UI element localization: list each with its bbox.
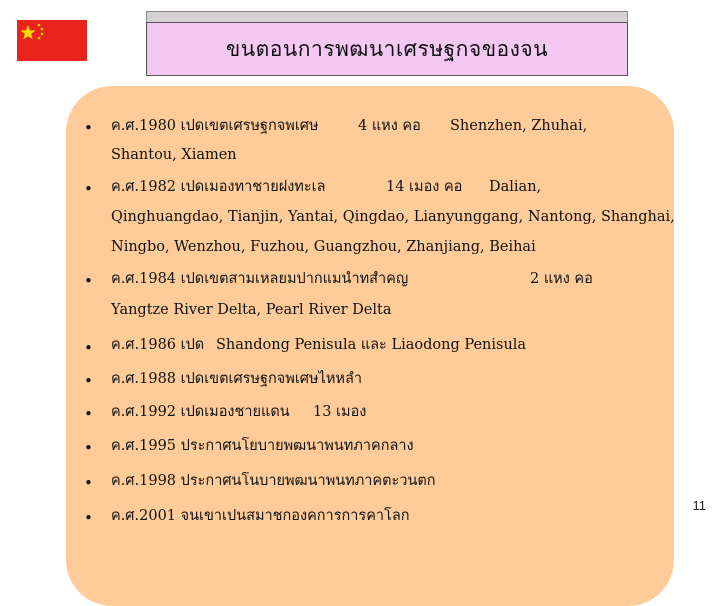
- item-7-line-1: ค.ศ.1995 ประกาศนโยบายพฒนาพนทภาคกลาง: [111, 438, 414, 454]
- bullet-icon: •: [84, 439, 93, 457]
- bullet-icon: •: [84, 405, 93, 423]
- item-3-line-1-text: ค.ศ.1984 เปดเขตสามเหลยมปากแมนำทสำคญ: [111, 271, 409, 287]
- item-3-line-2: Yangtze River Delta, Pearl River Delta: [111, 302, 392, 318]
- slide-title: ขนตอนการพฒนาเศรษฐกจของจน: [146, 22, 628, 76]
- bullet-icon: •: [84, 339, 93, 357]
- title-bar-strip: [146, 11, 628, 22]
- item-2-line-1-places: Dalian,: [489, 179, 542, 195]
- item-9-line-1: ค.ศ.2001 จนเขาเปนสมาชกองคการการคาโลก: [111, 508, 410, 524]
- bullet-icon: •: [84, 119, 93, 137]
- item-2-line-3: Ningbo, Wenzhou, Fuzhou, Guangzhou, Zhanjiang, Beihai: [111, 239, 536, 255]
- item-2-line-1-count: 14 เมอง คอ: [386, 179, 463, 195]
- item-6-line-1-text: ค.ศ.1992 เปดเมองชายแดน: [111, 404, 290, 420]
- item-2-line-1-text: ค.ศ.1982 เปดเมองทาชายฝงทะเล: [111, 179, 326, 195]
- item-1-line-1-count: 4 แหง คอ: [358, 118, 421, 134]
- item-3-line-1-count: 2 แหง คอ: [530, 271, 593, 287]
- item-2-line-2: Qinghuangdao, Tianjin, Yantai, Qingdao, Lianyunggang, Nantong, Shanghai,: [111, 209, 675, 225]
- bullet-icon: •: [84, 474, 93, 492]
- page-number: 11: [692, 498, 706, 513]
- bullet-icon: •: [84, 372, 93, 390]
- bullet-icon: •: [84, 509, 93, 527]
- china-flag-icon: [17, 20, 87, 61]
- item-1-line-1-places: Shenzhen, Zhuhai,: [450, 118, 588, 134]
- item-4-line-1-places: Shandong Penisula และ Liaodong Penisula: [216, 337, 527, 353]
- item-4-line-1-text: ค.ศ.1986 เปด: [111, 337, 205, 353]
- item-1-line-2: Shantou, Xiamen: [111, 147, 237, 163]
- item-5-line-1: ค.ศ.1988 เปดเขตเศรษฐกจพเศษไหหลำ: [111, 371, 362, 387]
- item-8-line-1: ค.ศ.1998 ประกาศนโนบายพฒนาพนทภาคตะวนตก: [111, 473, 436, 489]
- item-1-line-1-text: ค.ศ.1980 เปดเขตเศรษฐกจพเศษ: [111, 118, 319, 134]
- item-6-line-1-count: 13 เมอง: [313, 404, 367, 420]
- bullet-icon: •: [84, 180, 93, 198]
- bullet-icon: •: [84, 272, 93, 290]
